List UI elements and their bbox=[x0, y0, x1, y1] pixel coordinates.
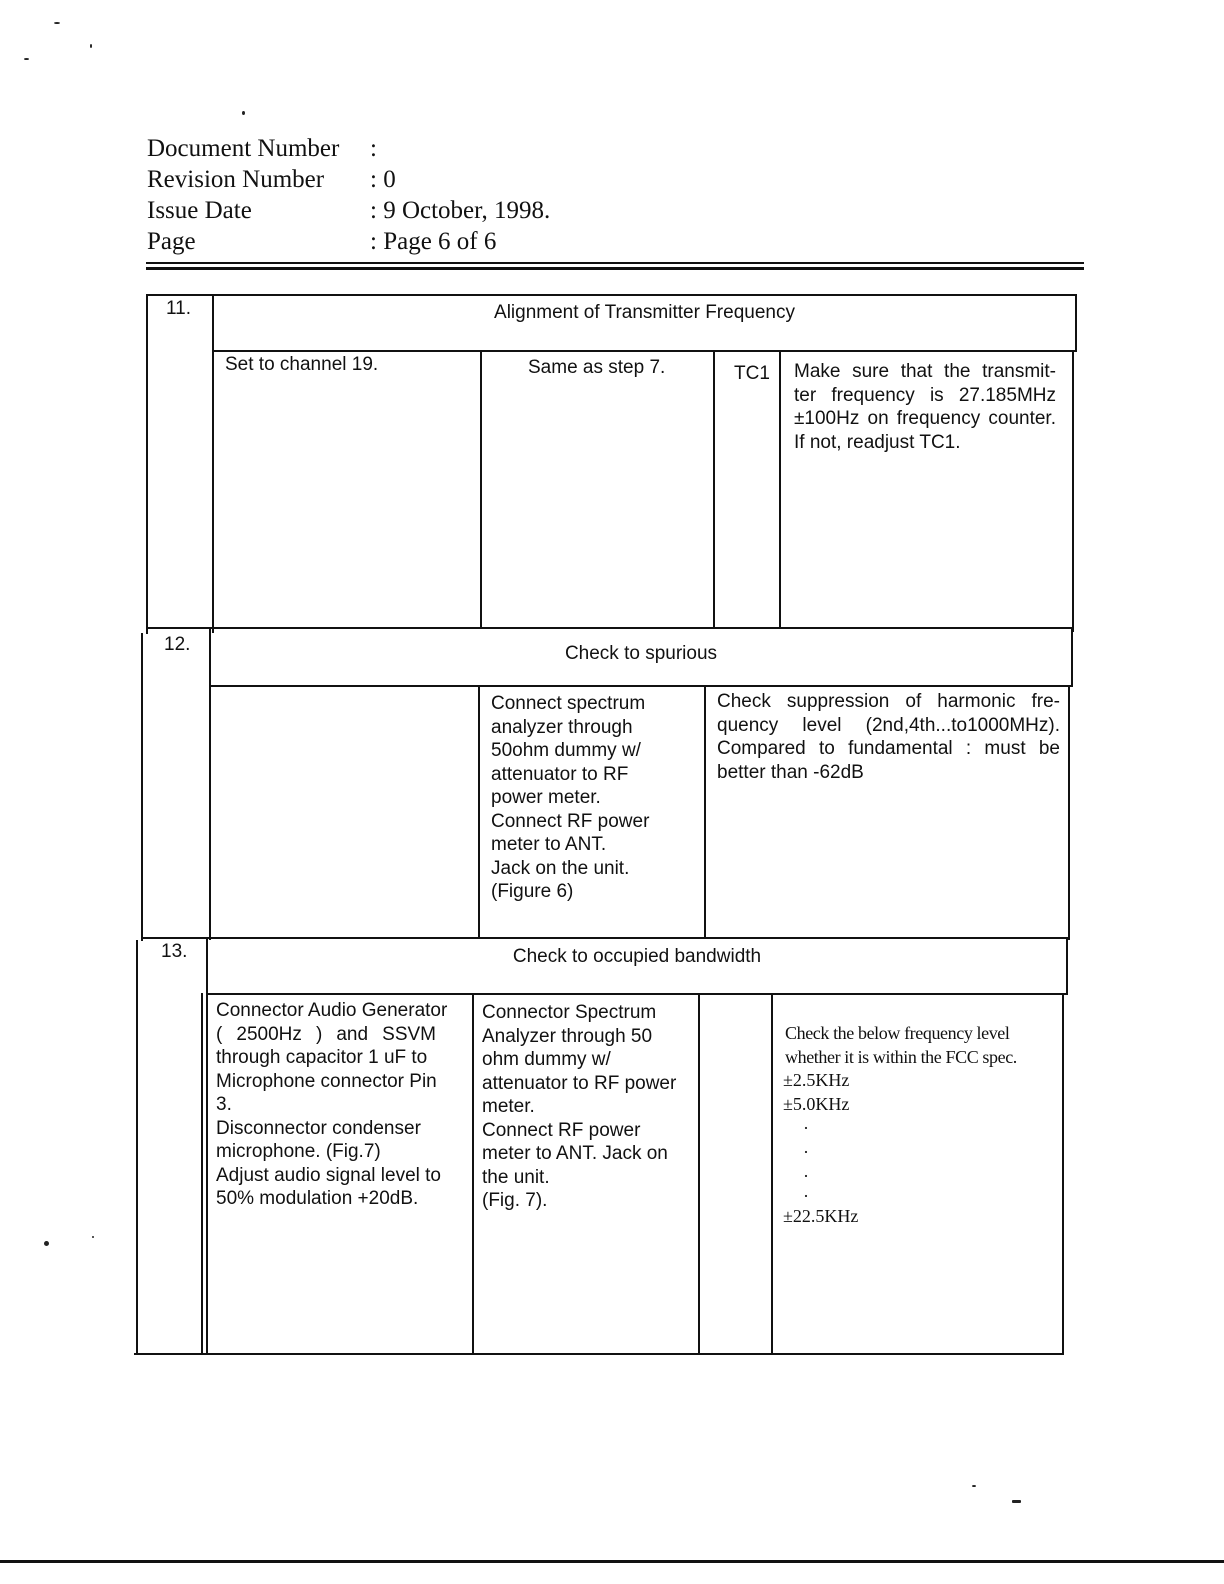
scan-speck bbox=[1012, 1500, 1021, 1503]
step-13-number: 13. bbox=[161, 941, 188, 962]
level-ellipsis-1: · bbox=[803, 1118, 809, 1138]
s12-right-border bbox=[1068, 685, 1070, 940]
step-13-setting-line-9: 50% modulation +20dB. bbox=[216, 1188, 419, 1209]
step-13-connection-line-9: (Fig. 7). bbox=[482, 1190, 548, 1211]
step-13-setting-line-8: Adjust audio signal level to bbox=[216, 1164, 441, 1186]
s11-right-border bbox=[1072, 350, 1074, 632]
s11-title-bottom bbox=[212, 350, 1077, 352]
step-12-connection-line-1: Connect spectrum bbox=[491, 693, 646, 714]
step-13-setting-line-4: Microphone connector Pin bbox=[216, 1070, 437, 1092]
s12-col-divider-1 bbox=[478, 685, 480, 938]
revision-number-label: Revision Number bbox=[147, 166, 325, 193]
step-13-connection bbox=[482, 1001, 694, 1213]
step-11-setting: Set to channel 19. bbox=[225, 354, 379, 375]
step-11-title: Alignment of Transmitter Frequency bbox=[494, 302, 795, 323]
issue-date-label: Issue Date bbox=[147, 197, 252, 224]
step-12-connection-line-8: Jack on the unit. bbox=[491, 857, 630, 879]
table-top-border bbox=[147, 294, 1077, 296]
step-13-procedure-intro-line-1: Check the below frequency level bbox=[785, 1023, 1010, 1043]
step-12-procedure-line-2: quency level (2nd,4th...to1000MHz). bbox=[717, 714, 1060, 736]
s11-title-right bbox=[1075, 294, 1077, 352]
step-13-setting-line-2: ( 2500Hz ) and SSVM bbox=[216, 1023, 436, 1045]
step-11-number: 11. bbox=[166, 298, 192, 319]
level-ellipsis-4: · bbox=[803, 1186, 809, 1206]
step-13-connection-line-4: attenuator to RF power bbox=[482, 1072, 677, 1094]
s11-col-divider-3 bbox=[779, 350, 781, 628]
step-13-connection-line-8: the unit. bbox=[482, 1166, 550, 1188]
s13-title-right bbox=[1066, 937, 1068, 995]
level-22-5khz: ±22.5KHz bbox=[783, 1206, 859, 1226]
s12-bottom bbox=[141, 937, 1069, 939]
step-13-setting-line-1: Connector Audio Generator bbox=[216, 1000, 448, 1021]
s11-bottom bbox=[146, 627, 1074, 629]
step-13-connection-line-3: ohm dummy w/ bbox=[482, 1049, 611, 1070]
step-11-procedure-line-2: ter frequency is 27.185MHz bbox=[794, 384, 1056, 406]
step-12-connection bbox=[491, 692, 669, 904]
s11-col-divider-1 bbox=[480, 350, 482, 628]
step-12-connection-line-9: (Figure 6) bbox=[491, 881, 574, 902]
step-13-setting-line-3: through capacitor 1 uF to bbox=[216, 1047, 428, 1068]
step-11-procedure-line-4: If not, readjust TC1. bbox=[794, 431, 961, 453]
step-12-title: Check to spurious bbox=[564, 643, 718, 664]
scan-speck bbox=[90, 44, 92, 48]
s13-number-divider bbox=[206, 937, 208, 1354]
step-13-title: Check to occupied bandwidth bbox=[512, 946, 762, 967]
level-2-5khz: ±2.5KHz bbox=[783, 1070, 850, 1090]
page-value: : Page 6 of 6 bbox=[370, 228, 497, 255]
step-12-connection-line-5: power meter. bbox=[491, 787, 601, 808]
table-left-border-b bbox=[141, 633, 143, 941]
level-ellipsis-2: · bbox=[803, 1142, 809, 1162]
step-13-procedure-intro-line-2: whether it is within the FCC spec. bbox=[785, 1047, 1017, 1067]
document-number-value: : bbox=[370, 135, 377, 162]
table-left-border-c bbox=[136, 940, 138, 1354]
scan-speck bbox=[972, 1485, 976, 1487]
table-bottom-border bbox=[134, 1353, 1064, 1355]
s12-title-bottom bbox=[209, 685, 1071, 687]
revision-number-value: : 0 bbox=[370, 166, 396, 193]
step-12-procedure-line-4: better than -62dB bbox=[717, 761, 864, 783]
s13-title-bottom bbox=[206, 993, 1066, 995]
step-12-connection-line-4: attenuator to RF bbox=[491, 763, 629, 785]
step-13-setting-line-5: 3. bbox=[216, 1094, 232, 1115]
step-11-procedure-line-3: ±100Hz on frequency counter. bbox=[794, 408, 1056, 429]
step-13-connection-line-5: meter. bbox=[482, 1096, 535, 1117]
scan-speck bbox=[92, 1236, 94, 1238]
s13-col-divider-2 bbox=[698, 993, 700, 1354]
step-12-procedure-line-1: Check suppression of harmonic fre- bbox=[717, 691, 1060, 712]
s11-col-divider-2 bbox=[713, 350, 715, 628]
step-12-procedure bbox=[717, 690, 1060, 784]
level-5-0khz: ±5.0KHz bbox=[783, 1094, 850, 1114]
header-rule-thin bbox=[146, 262, 1084, 264]
issue-date-value: : 9 October, 1998. bbox=[370, 197, 551, 224]
step-13-connection-line-6: Connect RF power bbox=[482, 1119, 641, 1141]
scan-speck bbox=[54, 22, 60, 24]
page-bottom-edge bbox=[0, 1560, 1224, 1563]
level-ellipsis-3: · bbox=[803, 1166, 809, 1186]
step-11-procedure-line-1: Make sure that the transmit- bbox=[794, 361, 1056, 382]
document-number-label: Document Number bbox=[147, 135, 340, 162]
step-13-setting-line-6: Disconnector condenser bbox=[216, 1117, 421, 1139]
step-12-procedure-line-3: Compared to fundamental : must be bbox=[717, 738, 1060, 759]
s13-right-border bbox=[1062, 993, 1064, 1354]
step-11-adjust: TC1 bbox=[734, 363, 770, 384]
step-11-procedure bbox=[794, 360, 1056, 454]
scan-speck bbox=[242, 111, 245, 115]
step-13-connection-line-2: Analyzer through 50 bbox=[482, 1025, 653, 1047]
s13-col-divider-1 bbox=[472, 993, 474, 1354]
s13-col-divider-3 bbox=[771, 993, 773, 1354]
scan-speck bbox=[24, 58, 29, 60]
step-12-connection-line-2: analyzer through bbox=[491, 716, 633, 738]
step-13-levels bbox=[783, 1068, 858, 1228]
s11-number-divider bbox=[212, 294, 214, 633]
s13-left-inner bbox=[201, 993, 203, 1354]
scan-speck bbox=[44, 1241, 49, 1246]
step-13-procedure-intro bbox=[785, 1021, 1017, 1069]
step-12-connection-line-3: 50ohm dummy w/ bbox=[491, 740, 641, 761]
page-label: Page bbox=[147, 228, 196, 255]
table-left-border-a bbox=[146, 294, 148, 634]
step-12-connection-line-6: Connect RF power bbox=[491, 810, 650, 832]
step-12-number: 12. bbox=[164, 634, 191, 655]
step-13-setting-line-7: microphone. (Fig.7) bbox=[216, 1141, 381, 1162]
step-13-setting bbox=[216, 999, 461, 1211]
s12-col-divider-2 bbox=[704, 685, 706, 938]
step-12-connection-line-7: meter to ANT. bbox=[491, 834, 607, 855]
step-13-connection-line-1: Connector Spectrum bbox=[482, 1002, 657, 1023]
header-rule-thick bbox=[146, 267, 1084, 270]
step-13-connection-line-7: meter to ANT. Jack on bbox=[482, 1143, 668, 1164]
s12-title-right bbox=[1071, 627, 1073, 687]
step-11-connection: Same as step 7. bbox=[528, 357, 666, 378]
s12-number-divider bbox=[209, 627, 211, 940]
